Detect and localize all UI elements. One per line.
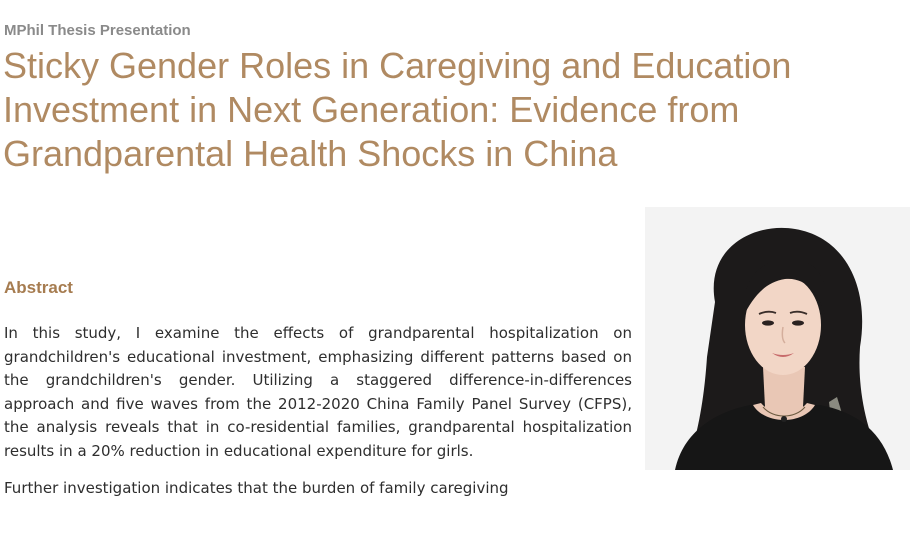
abstract-body xyxy=(4,322,632,515)
presenter-photo xyxy=(645,207,910,470)
abstract-paragraph-2: Further investigation indicates that the burden of family caregiving xyxy=(4,479,509,497)
presentation-type-label: MPhil Thesis Presentation xyxy=(4,22,191,39)
abstract-paragraph-1: In this study, I examine the effects of grandparental hospitalization on grandchildren's educational investment, emphasizing different patterns based on the grandchildren's gender. Utilizing a staggered difference-in-differences approach and five waves from the 2012-2020 China Family Panel Survey (CFPS), the analysis reveals that in co-residential families, grandparental hospitalization results in a 20% reduction in educational expenditure for girls. xyxy=(4,324,632,460)
abstract-heading: Abstract xyxy=(4,278,73,297)
presenter-portrait-icon xyxy=(645,207,910,470)
thesis-title: Sticky Gender Roles in Caregiving and Education Investment in Next Generation: Evidence from Grandparental Health Shocks in China xyxy=(3,45,792,174)
